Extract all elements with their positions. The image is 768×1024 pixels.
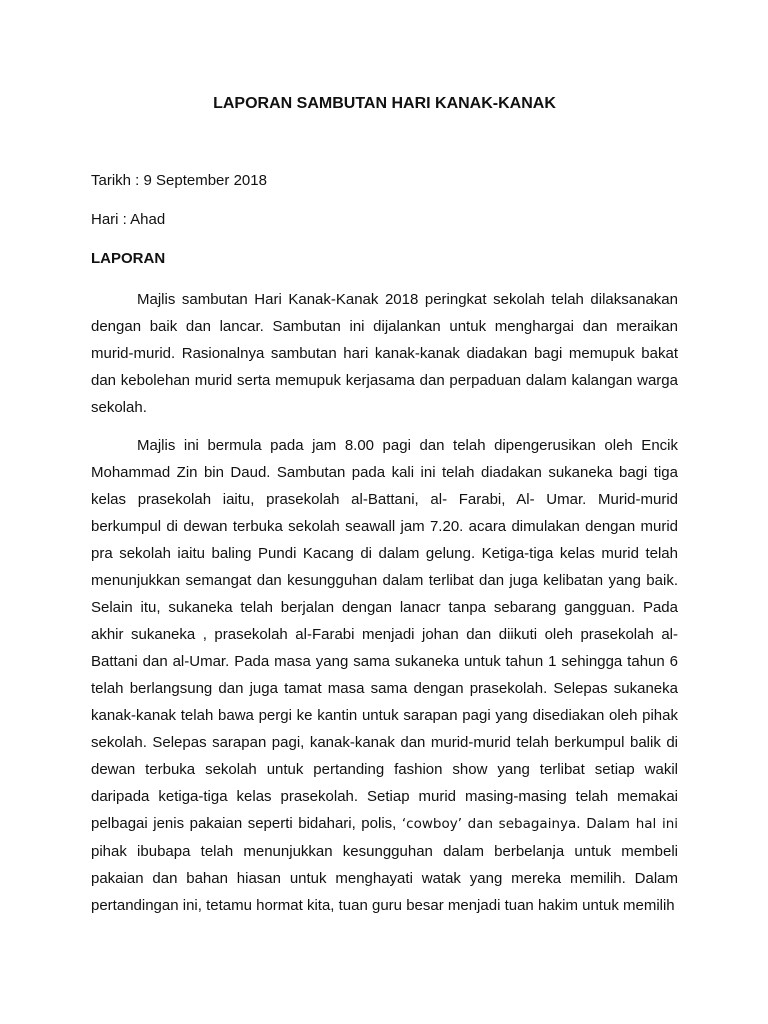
date-line: Tarikh : 9 September 2018: [91, 172, 267, 189]
day-line: Hari : Ahad: [91, 211, 166, 228]
paragraph-2-part-b: ‘cowboy’ dan sebagainya. Dalam hal ini: [401, 816, 678, 832]
document-title: LAPORAN SAMBUTAN HARI KANAK-KANAK: [213, 95, 556, 112]
paragraph-1: Majlis sambutan Hari Kanak-Kanak 2018 peringkat sekolah telah dilaksanakan dengan baik dan lancar. Sambutan ini dijalankan untuk menghargai dan meraikan murid-murid. Rasionalnya sambutan hari kanak-kanak diadakan bagi memupuk bakat dan kebolehan murid serta memupuk kerjasama dan perpaduan dalam kalangan warga sekolah.: [91, 291, 678, 416]
paragraph-2-part-a: Majlis ini bermula pada jam 8.00 pagi dan telah dipengerusikan oleh Encik Mohammad Zin bin Daud. Sambutan pada kali ini telah diadakan sukaneka bagi tiga kelas prasekolah iaitu, prasekolah al-Battani, al- Farabi, Al- Umar. Murid-murid berkumpul di dewan terbuka sekolah seawall jam 7.20. acara dimulakan dengan murid pra sekolah iaitu baling Pundi Kacang di dalam gelung. Ketiga-tiga kelas murid telah menunjukkan semangat dan kesungguhan dalam terlibat dan juga kelibatan yang baik. Selain itu, sukaneka telah berjalan dengan lanacr tanpa sebarang gangguan. Pada akhir sukaneka , prasekolah al-Farabi menjadi johan dan diikuti oleh prasekolah al-Battani dan al-Umar. Pada masa yang sama sukaneka untuk tahun 1 sehingga tahun 6 telah berlangsung dan juga tamat masa sama dengan prasekolah. Selepas sukaneka kanak-kanak telah bawa pergi ke kantin untuk sarapan pagi yang disediakan oleh pihak sekolah. Selepas sarapan pagi, kanak-kanak dan murid-murid telah berkumpul balik di dewan terbuka sekolah untuk pertanding fashion show yang terlibat setiap wakil daripada ketiga-tiga kelas prasekolah. Setiap murid masing-masing telah memakai pelbagai jenis pakaian seperti bidahari, polis,: [91, 437, 678, 832]
paragraph-2-part-c: pihak ibubapa telah menunjukkan kesungguhan dalam berbelanja untuk membeli pakaian dan bahan hiasan untuk menghayati watak yang mereka memilih. Dalam pertandingan ini, tetamu hormat kita, tuan guru besar menjadi tuan hakim untuk memilih: [91, 843, 678, 914]
section-heading: LAPORAN: [91, 250, 166, 267]
paragraph-2: [91, 432, 678, 919]
